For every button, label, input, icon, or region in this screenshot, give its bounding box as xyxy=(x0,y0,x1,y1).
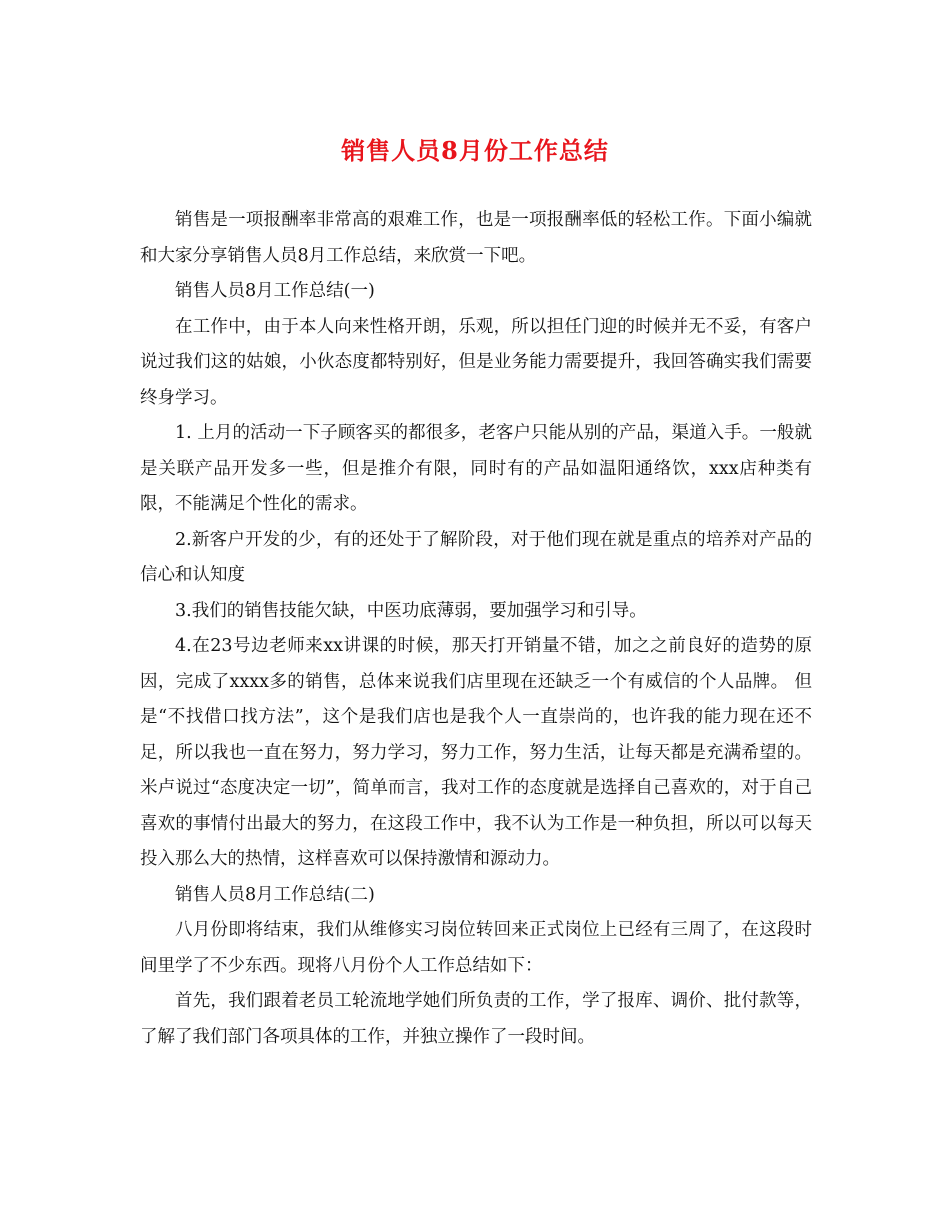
paragraph: 3.我们的销售技能欠缺，中医功底薄弱，要加强学习和引导。 xyxy=(175,600,647,621)
document-title: 销售人员8月份工作总结 xyxy=(341,136,609,165)
paragraph: 4.在23号边老师来xx讲课的时候，那天打开销量不错，加之之前良好的造势的原因，完成了xxxx多的销售，总体来说我们店里现在还缺乏一个有威信的个人品牌。 但是“不找借口找方法”，这个是我们店也是我个人一直崇尚的，也许我的能力现在还不足，所以我也一直在努力，努力学习，努力工作，努力生活，让每天都是充满希望的。米卢说过“态度决定一切”，简单而言，我对工作的态度就是选择自己喜欢的，对于自己喜欢的事情付出最大的努力，在这段工作中，我不认为工作是一种负担，所以可以每天投入那么大的热情，这样喜欢可以保持激情和源动力。 xyxy=(140,636,812,869)
paragraph: 在工作中，由于本人向来性格开朗，乐观，所以担任门迎的时候并无不妥，有客户说过我们这的姑娘，小伙态度都特别好，但是业务能力需要提升，我回答确实我们需要终身学习。 xyxy=(140,316,812,408)
document-body xyxy=(140,203,812,1055)
paragraph: 八月份即将结束，我们从维修实习岗位转回来正式岗位上已经有三周了，在这段时间里学了不少东西。现将八月份个人工作总结如下： xyxy=(140,920,812,976)
paragraph: 1. 上月的活动一下子顾客买的都很多，老客户只能从别的产品，渠道入手。一般就是关联产品开发多一些，但是推介有限，同时有的产品如温阳通络饮，xxx店种类有限，不能满足个性化的需求。 xyxy=(140,423,812,514)
paragraph: 2.新客户开发的少，有的还处于了解阶段，对于他们现在就是重点的培养对产品的信心和认知度 xyxy=(140,529,812,585)
intro-paragraph: 销售是一项报酬率非常高的艰难工作，也是一项报酬率低的轻松工作。下面小编就和大家分享销售人员8月工作总结，来欣赏一下吧。 xyxy=(140,210,812,266)
section-heading-1: 销售人员8月工作总结(一) xyxy=(175,281,375,301)
section-heading-2: 销售人员8月工作总结(二) xyxy=(175,884,375,905)
paragraph: 首先，我们跟着老员工轮流地学她们所负责的工作，学了报库、调价、批付款等，了解了我们部门各项具体的工作，并独立操作了一段时间。 xyxy=(140,991,812,1047)
